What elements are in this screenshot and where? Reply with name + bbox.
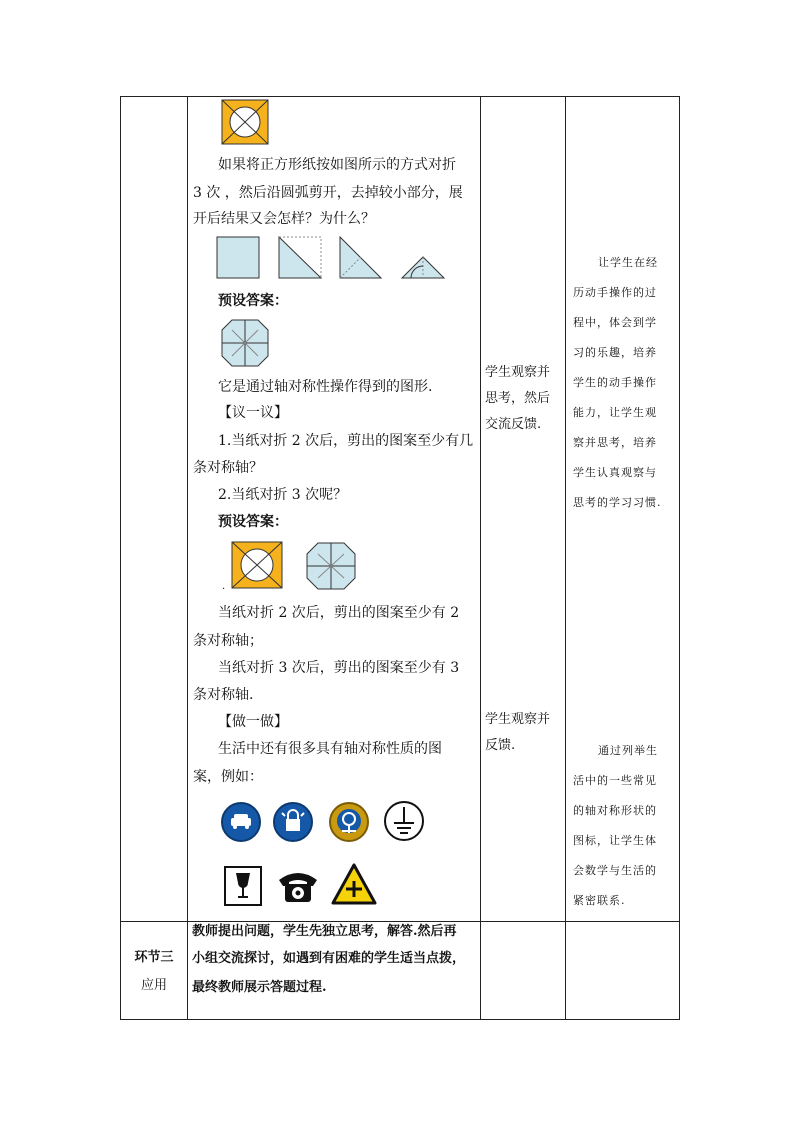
section3-text-line1: 教师提出问题，学生先独立思考，解答.然后再 (192, 924, 457, 939)
design-intent-b-line4: 图标，让学生体 (573, 834, 657, 847)
para1-line2: 3 次 ，然后沿圆弧剪开，去掉较小部分，展 (193, 185, 463, 201)
design-intent-b-line6: 紧密联系. (573, 894, 626, 907)
warning-plus-sign-icon (331, 863, 377, 905)
design-intent-b-line5: 会数学与生活的 (573, 864, 657, 877)
design-intent-a-line6: 能力，让学生观 (573, 406, 657, 419)
design-intent-a-line1: 让学生在经 (598, 256, 658, 269)
folded-square-cut-icon-2 (231, 541, 283, 589)
section3-text-line2: 小组交流探讨，如遇到有困难的学生适当点拨， (192, 951, 466, 966)
fragile-glass-icon (224, 866, 262, 906)
design-intent-a-line8: 学生认真观察与 (573, 466, 657, 479)
student-activity-a-line2: 思考，然后 (485, 391, 551, 406)
folded-square-cut-icon (221, 99, 269, 145)
explain-text: 它是通过轴对称性操作得到的图形. (218, 379, 433, 395)
design-intent-a-line9: 思考的学习习惯. (573, 496, 662, 509)
student-activity-b-line1: 学生观察并 (485, 712, 551, 727)
do-heading: 【做一做】 (218, 714, 288, 730)
answer1-line2: 条对称轴； (193, 633, 263, 649)
railway-logo-icon (328, 801, 370, 843)
section3-label-line1: 环节三 (134, 950, 174, 965)
unfolded-cut-pattern-icon-2 (305, 541, 357, 591)
column-divider (480, 97, 481, 1019)
question2: 2.当纸对折 3 次呢？ (218, 487, 348, 503)
question1-line2: 条对称轴？ (193, 460, 263, 476)
row-divider (121, 921, 679, 922)
design-intent-a-line4: 习的乐趣，培养 (573, 346, 657, 359)
life-line2: 案，例如： (193, 769, 263, 785)
design-intent-a-line5: 学生的动手操作 (573, 376, 657, 389)
design-intent-b-line1: 通过列举生 (598, 744, 658, 757)
folding-steps-icon (215, 235, 447, 281)
design-intent-a-line2: 历动手操作的过 (573, 286, 657, 299)
section3-label-line2: 应用 (140, 978, 167, 993)
design-intent-b-line3: 的轴对称形状的 (573, 804, 657, 817)
answer2-line2: 条对称轴. (193, 687, 254, 703)
ground-symbol-icon (383, 799, 425, 843)
design-intent-a-line7: 察并思考，培养 (573, 436, 657, 449)
column-divider (187, 97, 188, 1019)
answer2-line1: 当纸对折 3 次后，剪出的图案至少有 3 (218, 660, 460, 676)
car-sign-icon (220, 801, 262, 843)
lock-alert-sign-icon (272, 801, 314, 843)
design-intent-b-line2: 活中的一些常见 (573, 774, 657, 787)
telephone-icon (277, 866, 319, 904)
student-activity-a-line3: 交流反馈. (485, 417, 542, 432)
para1-line1: 如果将正方形纸按如图所示的方式对折 (218, 157, 456, 173)
preset-answer-label: 预设答案： (218, 293, 288, 309)
preset-answer-label-2: 预设答案： (218, 514, 288, 530)
discuss-heading: 【议一议】 (218, 405, 288, 421)
unfolded-cut-pattern-icon (220, 318, 270, 368)
stray-dot: . (222, 581, 226, 592)
section3-text-line3: 最终教师展示答题过程. (192, 980, 327, 995)
design-intent-a-line3: 程中，体会到学 (573, 316, 657, 329)
life-line1: 生活中还有很多具有轴对称性质的图 (218, 741, 442, 757)
student-activity-b-line2: 反馈. (485, 738, 516, 753)
para1-line3: 开后结果又会怎样？为什么？ (193, 211, 375, 227)
answer1-line1: 当纸对折 2 次后，剪出的图案至少有 2 (218, 605, 460, 621)
question1-line1: 1.当纸对折 2 次后，剪出的图案至少有几 (218, 433, 474, 449)
student-activity-a-line1: 学生观察并 (485, 365, 551, 380)
column-divider (565, 97, 566, 1019)
